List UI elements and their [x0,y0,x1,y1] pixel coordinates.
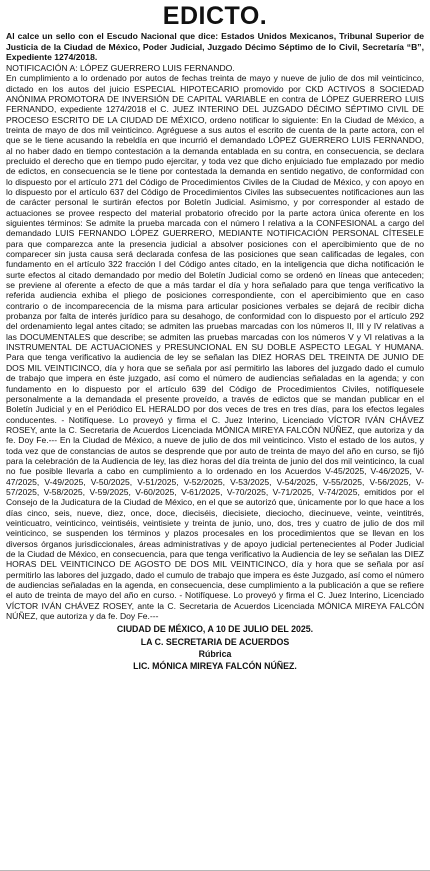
signer-name: LIC. MÓNICA MIREYA FALCÓN NÚÑEZ. [133,661,297,672]
place-date: CIUDAD DE MÉXICO, A 10 DE JULIO DEL 2025. [116,624,314,635]
court-seal-intro: Al calce un sello con el Escudo Nacional que dice: Estados Unidos Mexicanos, Tribunal Superior de Justicia de la Ciudad de México, Poder Judicial, Juzgado Décimo Séptimo de lo Civil, Secretaría “B”, Expediente 1274/2018. [6,31,424,63]
signer-role: LA C. SECRETARIA DE ACUERDOS [140,636,290,647]
edict-body-text: En cumplimiento a lo ordenado por autos de fechas treinta de mayo y nueve de julio de dos mil veinticinco, dictado en los autos del juicio ESPECIAL HIPOTECARIO promovido por CKD ACTIVOS 8 SOCIEDAD ANÓNIMA PROMOTORA DE INVERSIÓN DE CAPITAL VARIABLE en contra de LÓPEZ GUERRERO LUIS FERNANDO, expediente 1274/2018 el C. JUEZ INTERINO DEL JUZGADO DÉCIMO SÉPTIMO CIVIL DE PROCESO ESCRITO DE LA CIUDAD DE MÉXICO, ordeno notificar lo siguiente: En la Ciudad de México, a treinta de mayo de dos mil veinticinco. Agréguese a sus autos el escrito de cuenta de la parte actora, con el que se le tiene acusando la rebeldía en que incurrió el demandado LÓPEZ GUERRERO LUIS FERNANDO, al no haber dado en tiempo contestación a la demanda entablada en su contra, en consecuencia, se declara precluido el derecho que en tiempo pudo ejercitar, y toda vez que dicho enjuiciado fue emplazado por medio de edictos, en consecuencia se le tiene por contestada la demanda en sentido negativo, de conformidad con lo dispuesto por el artículo 271 del Código de Procedimientos Civiles de la Ciudad de México, y con apoyo en lo dispuesto por el artículo 637 del Código de Procedimientos Civiles las subsecuentes notificaciones aun las de carácter personal le surtirán efectos por Boletín Judicial. Asimismo, y por corresponder al estado de actuaciones se provee respecto del material probatorio ofrecido por la parte actora única oferente en los siguientes términos: Se admite la prueba marcada con el número I relativa a la CONFESIONAL a cargo del demandado LUIS FERNANDO LÓPEZ GUERRERO, MEDIANTE NOTIFICACIÓN PERSONAL CÍTESELE para que comparezca ante la presencia judicial a absolver posiciones con el apercibimiento que de no comparecer sin justa causa será declarada confesa de las posiciones que sean calificadas de legales, con fundamento en el artículo 322 fracción I del Código antes citado, en la inteligencia que dicha notificación le surte efectos al citado demandado por medio del Boletín Judicial como se ordenó en líneas que anteceden; se previene al oferente a efecto de que a más tardar el día y hora señalado para que tenga verificativo la referida audiencia exhiba el pliego de posiciones correspondiente, con el apercibimiento que en caso contrario o de incomparecencia de la misma para articular posiciones verbales se dejará de recibir dicha probanza por falta de interés jurídico para su desahogo, de conformidad con lo dispuesto por el artículo 292 del ordenamiento legal antes citado; se admiten las pruebas marcadas con los números II, III y IV relativas a las DOCUMENTALES que describe; se admiten las pruebas marcadas con los números V y VI relativas a la INSTRUMENTAL DE ACTUACIONES y PRESUNCIONAL EN SU DOBLE ASPECTO LEGAL Y HUMANA. Para que tenga verificativo la audiencia de ley se señalan las DIEZ HORAS DEL TREINTA DE JUNIO DE DOS MIL VEINTICINCO, día y hora que se señala por así permitirlo las labores del juzgado dado el cumulo de trabajo que impera en éste juzgado, así como el número de audiencias señaladas en la agenda; y con fundamento en lo dispuesto por el artículo 639 del Código de Procedimientos Civiles, notifíquesele personalmente a la demandada el presente proveído, a través de edictos que se mandan publicar en el Boletín Judicial y en el Periódico EL HERALDO por dos veces de tres en tres días, para los efectos legales conducentes. - Notifíquese. Lo proveyó y firma el C. Juez Interino, Licenciado VÍCTOR IVÁN CHÁVEZ ROSEY, ante la C. Secretaria de Acuerdos Licenciada MÓNICA MIREYA FALCÓN NÚÑEZ, que autoriza y da fe. Doy Fe.--- En la Ciudad de México, a nueve de julio de dos mil veinticinco. Visto el estado de los autos, y toda vez que de constancias de autos se desprende que por auto de treinta de mayo del año en curso, se fijó para la celebración de la Audiencia de ley, las diez horas del día treinta de junio del dos mil veinticinco, la cual no fue posible llevarla a cabo en cumplimiento a lo ordenado en los Acuerdos V-45/2025, V-46/2025, V-47/2025, V-49/2025, V-50/2025, V-51/2025, V-52/2025, V-53/2025, V-54/2025, V-55/2025, V-56/2025, V-57/2025, V-58/2025, V-59/2025, V-60/2025, V-61/2025, V-70/2025, V-71/2025, V-74/2025, emitidos por el Consejo de la Judicatura de la Ciudad de México, en el que se autorizó que, únicamente por lo que hace a los días cinco, seis, nueve, diez, once, doce, dieciséis, diecisiete, dieciocho, diecinueve, veinte, veintitrés, veinticuatro, veinticinco, veintiséis, veintisiete y treinta de junio, uno, dos, tres y cuatro de julio de dos mil veinticinco, se suspenden los términos y plazos procesales en los procedimientos que se llevan en los diversos órganos jurisdiccionales, áreas administrativas y de apoyo judicial pertenecientes al Poder Judicial de la Ciudad de México, en consecuencia, para que tenga verificativo la Audiencia de ley se señalan las DIEZ HORAS DEL VEINTICINCO DE AGOSTO DE DOS MIL VEINTICINCO, día y hora que se señala por así permitirlo las labores del juzgado, dado el cumulo de trabajo que impera es éste Juzgado, así como el número de audiencias señaladas en la agenda, en consecuencia, dese cumplimiento a la publicación a que se refiere el auto de treinta de mayo del año en curso. - Notifíquese. Lo proveyó y firma el C. Juez Interino, Licenciado VÍCTOR IVÁN CHÁVEZ ROSEY, ante la C. Secretaria de Acuerdos Licenciada MÓNICA MIREYA FALCÓN NÚÑEZ, que autoriza y da fe. Doy Fe.--- [6,73,424,622]
signature-note: Rúbrica [198,648,232,659]
notification-addressee: NOTIFICACIÓN A: LÓPEZ GUERRERO LUIS FERNANDO. [6,62,235,73]
signature-block [6,623,424,672]
page-title: EDICTO. [162,2,268,30]
